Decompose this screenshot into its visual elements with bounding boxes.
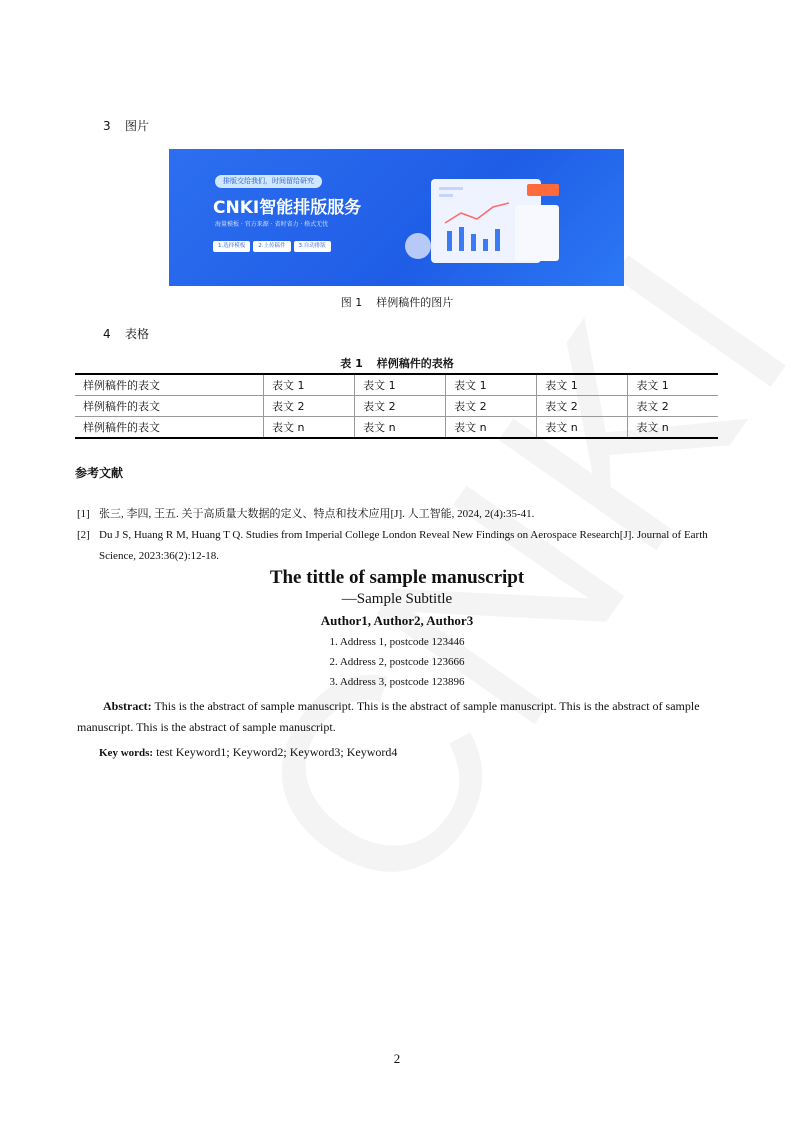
table-cell: 表文 n [537,417,628,439]
table-cell: 表文 1 [355,374,446,396]
sample-figure-banner [169,149,624,286]
section-heading-figures [103,117,149,134]
table-cell: 表文 1 [264,374,355,396]
table-caption-label: 表 1 [340,357,363,370]
table-cell: 表文 n [355,417,446,439]
table-caption [0,355,794,371]
banner-step: 2.上传稿件 [253,241,290,252]
table-row [75,374,718,396]
address-line: 2. Address 2, postcode 123666 [329,656,465,668]
section-title: 图片 [125,119,150,133]
shield-icon [405,233,431,259]
banner-dashboard-card [515,205,559,261]
banner-step: 1.选择模板 [213,241,250,252]
references-heading: 参考文献 [75,466,124,480]
figure-caption-text: 样例稿件的图片 [376,296,454,309]
reference-index: [1] [77,508,90,520]
reference-index: [2] [77,529,90,541]
figure-caption [0,294,794,310]
address-line: 1. Address 1, postcode 123446 [329,636,465,648]
table-row [75,396,718,417]
section-number: 4 [103,327,111,341]
table-caption-text: 样例稿件的表格 [376,357,454,370]
table-cell: 表文 2 [446,396,537,417]
keywords-paragraph [77,742,718,764]
table-cell: 表文 1 [537,374,628,396]
reference-item [77,504,719,525]
reference-item [77,525,719,567]
keywords-text: test Keyword1; Keyword2; Keyword3; Keyword4 [153,745,398,759]
table-cell: 表文 2 [355,396,446,417]
abstract-label: Abstract: [103,699,152,713]
table-cell: 表文 n [264,417,355,439]
banner-subtitle: 海量模板 · 官方来源 · 省时省力 · 格式无忧 [215,221,329,228]
table-cell: 表文 n [446,417,537,439]
table-cell: 表文 2 [628,396,718,417]
section-title: 表格 [125,327,150,341]
reference-list [77,504,719,567]
banner-steps [213,241,331,252]
figure-caption-label: 图 1 [340,296,363,309]
abstract-paragraph [77,696,718,738]
banner-pill: 排版交给我们，时间留给研究 [215,175,322,188]
section-heading-tables [103,325,149,342]
manuscript-subtitle: —Sample Subtitle [341,591,453,607]
table-cell: 样例稿件的表文 [75,396,264,417]
table-cell: 样例稿件的表文 [75,417,264,439]
manuscript-title: The tittle of sample manuscript [269,567,525,588]
reference-text: 张三, 李四, 王五. 关于高质量大数据的定义、特点和技术应用[J]. 人工智能, 2024, 2(4):35-41. [99,508,535,520]
table-cell: 样例稿件的表文 [75,374,264,396]
table-cell: 表文 n [628,417,718,439]
banner-step: 3.自动排版 [294,241,331,252]
banner-brand: CNKI智能排版服务 [213,198,362,218]
table-cell: 表文 2 [537,396,628,417]
table-cell: 表文 2 [264,396,355,417]
section-number: 3 [103,119,111,133]
manuscript-authors: Author1, Author2, Author3 [320,613,474,628]
keywords-label: Key words: [99,747,154,759]
sample-table [75,373,718,439]
table-cell: 表文 1 [446,374,537,396]
table-cell: 表文 1 [628,374,718,396]
abstract-text: This is the abstract of sample manuscript. This is the abstract of sample manuscript. This is the abstract of sample manuscript. This is the abstract of sample manuscript. [77,699,700,734]
table-row [75,417,718,439]
banner-tag-icon [527,184,559,196]
reference-text: Du J S, Huang R M, Huang T Q. Studies from Imperial College London Reveal New Findings on Aerospace Research[J]. Journal of Earth Science, 2023:36(2):12-18. [99,529,708,562]
address-line: 3. Address 3, postcode 123896 [329,676,465,688]
page-number: 2 [393,1051,401,1066]
